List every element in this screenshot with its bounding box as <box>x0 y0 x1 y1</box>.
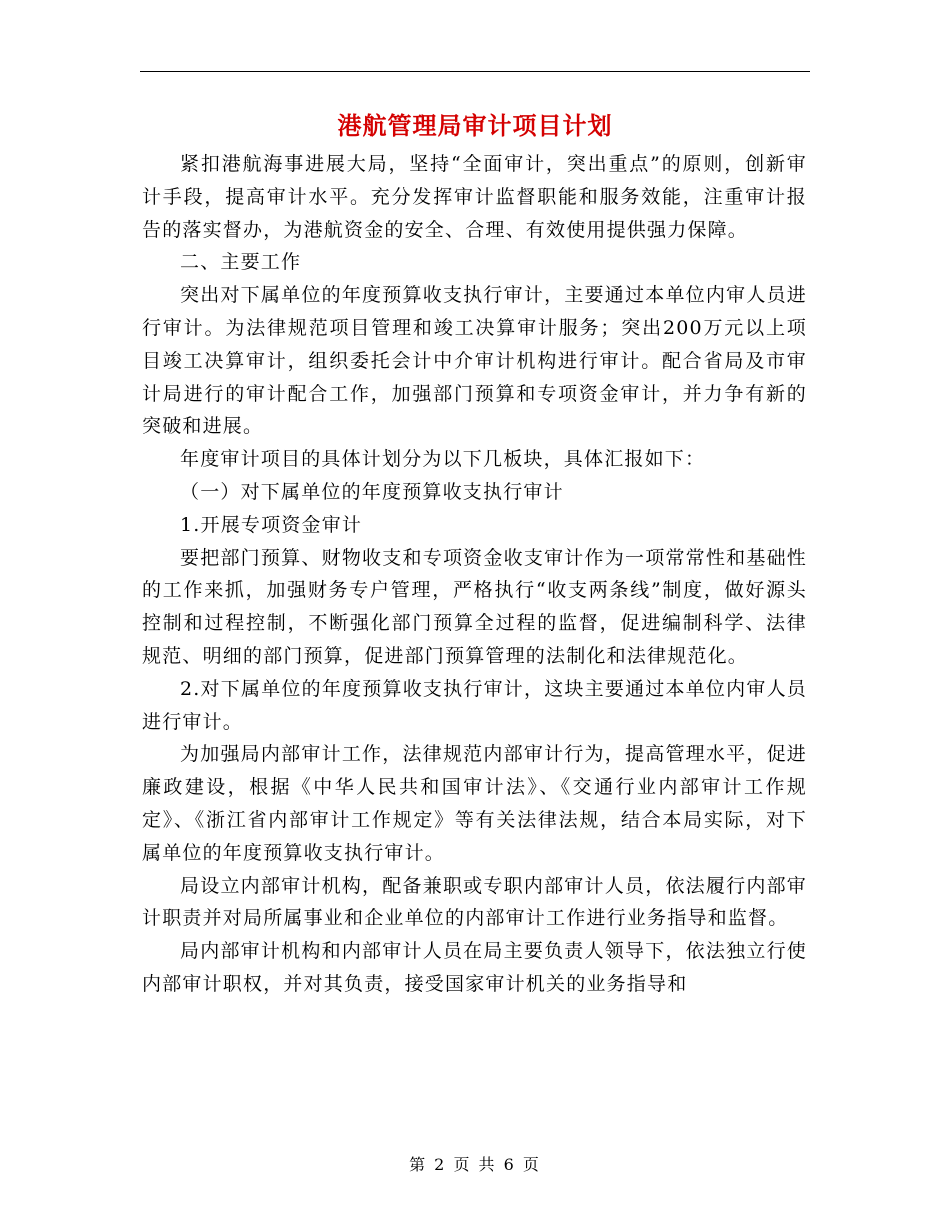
paragraph-audit-independence: 局内部审计机构和内部审计人员在局主要负责人领导下，依法独立行使内部审计职权，并对其负责，接受国家审计机关的业务指导和 <box>142 940 807 995</box>
paragraph-plan-overview: 年度审计项目的具体计划分为以下几板块，具体汇报如下： <box>180 448 706 471</box>
header-rule <box>140 71 810 72</box>
section-heading-main-work: 二、主要工作 <box>180 251 302 274</box>
paragraph-main-work: 突出对下属单位的年度预算收支执行审计，主要通过本单位内审人员进行审计。为法律规范项目管理和竣工决算审计服务；突出200万元以上项目竣工决算审计，组织委托会计中介审计机构进行审计。配合省局及市审计局进行的审计配合工作，加强部门预算和专项资金审计，并力争有新的突破和进展。 <box>142 284 807 438</box>
paragraph-audit-institution: 局设立内部审计机构，配备兼职或专职内部审计人员，依法履行内部审计职责并对局所属事业和企业单位的内部审计工作进行业务指导和监督。 <box>142 874 807 930</box>
item-heading-subordinate-audit: 2.对下属单位的年度预算收支执行审计，这块主要通过本单位内审人员进行审计。 <box>142 677 807 733</box>
paragraph-special-funds: 要把部门预算、财物收支和专项资金收支审计作为一项常常性和基础性的工作来抓，加强财务专户管理，严格执行“收支两条线”制度，做好源头控制和过程控制，不断强化部门预算全过程的监督，促进编制科学、法律规范、明细的部门预算，促进部门预算管理的法制化和法律规范化。 <box>142 546 807 667</box>
document-body <box>142 148 807 1001</box>
document-title: 港航管理局审计项目计划 <box>337 111 613 140</box>
paragraph-intro: 紧扣港航海事进展大局，坚持“全面审计，突出重点”的原则，创新审计手段，提高审计水平。充分发挥审计监督职能和服务效能，注重审计报告的落实督办，为港航资金的安全、合理、有效使用提供强力保障。 <box>142 153 807 241</box>
paragraph-internal-audit-basis: 为加强局内部审计工作，法律规范内部审计行为，提高管理水平，促进廉政建设，根据《中华人民共和国审计法》、《交通行业内部审计工作规定》、《浙江省内部审计工作规定》等有关法律法规，结合本局实际，对下属单位的年度预算收支执行审计。 <box>142 743 807 864</box>
page-number: 第 2 页 共 6 页 <box>409 1155 541 1174</box>
subsection-heading-budget-audit: （一）对下属单位的年度预算收支执行审计 <box>180 480 564 503</box>
item-heading-special-funds: 1.开展专项资金审计 <box>180 513 363 536</box>
